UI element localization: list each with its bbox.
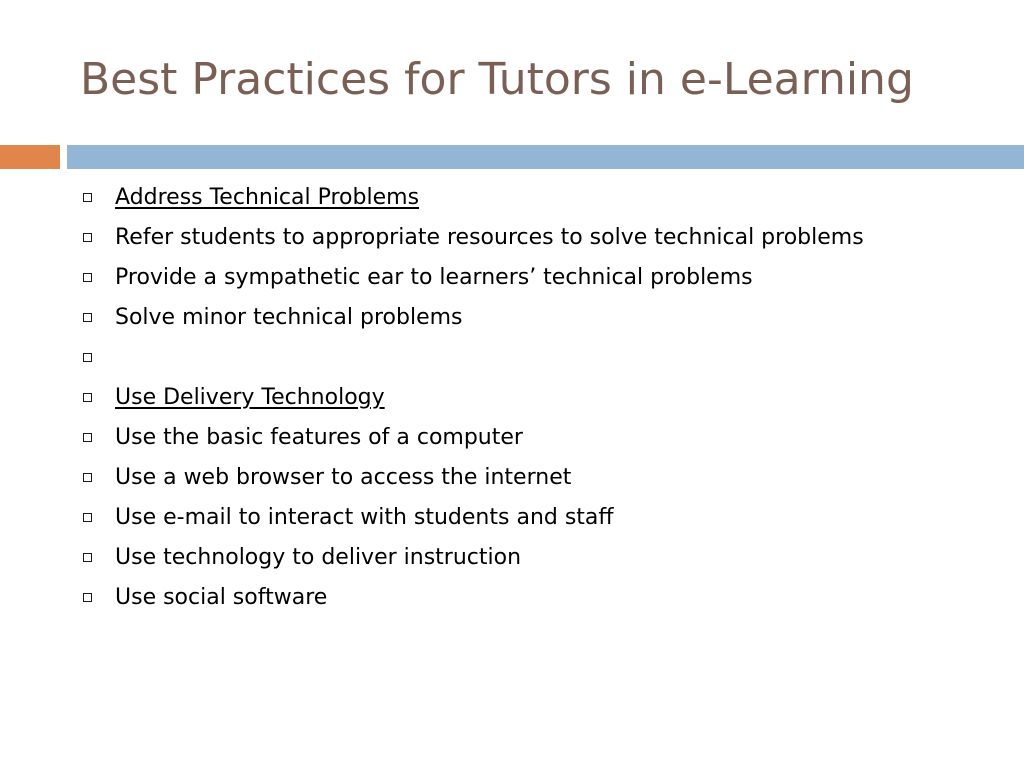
bullet-text: Provide a sympathetic ear to learners’ technical problems — [115, 265, 753, 290]
square-bullet-icon — [83, 513, 92, 522]
bullet-item — [80, 378, 864, 418]
bullet-item — [80, 498, 864, 538]
bullet-item — [80, 418, 864, 458]
bullet-item — [80, 458, 864, 498]
square-bullet-icon — [83, 353, 92, 362]
bullet-text: Use the basic features of a computer — [115, 425, 523, 450]
accent-band-orange — [0, 145, 60, 169]
bullet-text: Refer students to appropriate resources to solve technical problems — [115, 225, 864, 250]
square-bullet-icon — [83, 273, 92, 282]
accent-band-blue — [67, 145, 1024, 169]
square-bullet-icon — [83, 193, 92, 202]
square-bullet-icon — [83, 433, 92, 442]
square-bullet-icon — [83, 233, 92, 242]
square-bullet-icon — [83, 553, 92, 562]
bullet-item — [80, 218, 864, 258]
bullet-text: Use a web browser to access the internet — [115, 465, 572, 490]
bullet-text: Use technology to deliver instruction — [115, 545, 522, 570]
bullet-heading: Address Technical Problems — [115, 185, 420, 210]
bullet-text: Solve minor technical problems — [115, 305, 463, 330]
bullet-item — [80, 178, 864, 218]
bullet-item — [80, 258, 864, 298]
bullet-item-empty — [80, 338, 864, 378]
bullet-list — [80, 178, 864, 618]
bullet-item — [80, 578, 864, 618]
bullet-text: Use e-mail to interact with students and staff — [115, 505, 614, 530]
bullet-text: Use social software — [115, 585, 328, 610]
square-bullet-icon — [83, 313, 92, 322]
bullet-item — [80, 538, 864, 578]
bullet-item — [80, 298, 864, 338]
bullet-heading: Use Delivery Technology — [115, 385, 385, 410]
square-bullet-icon — [83, 473, 92, 482]
square-bullet-icon — [83, 593, 92, 602]
slide-title: Best Practices for Tutors in e-Learning — [80, 54, 914, 105]
square-bullet-icon — [83, 393, 92, 402]
